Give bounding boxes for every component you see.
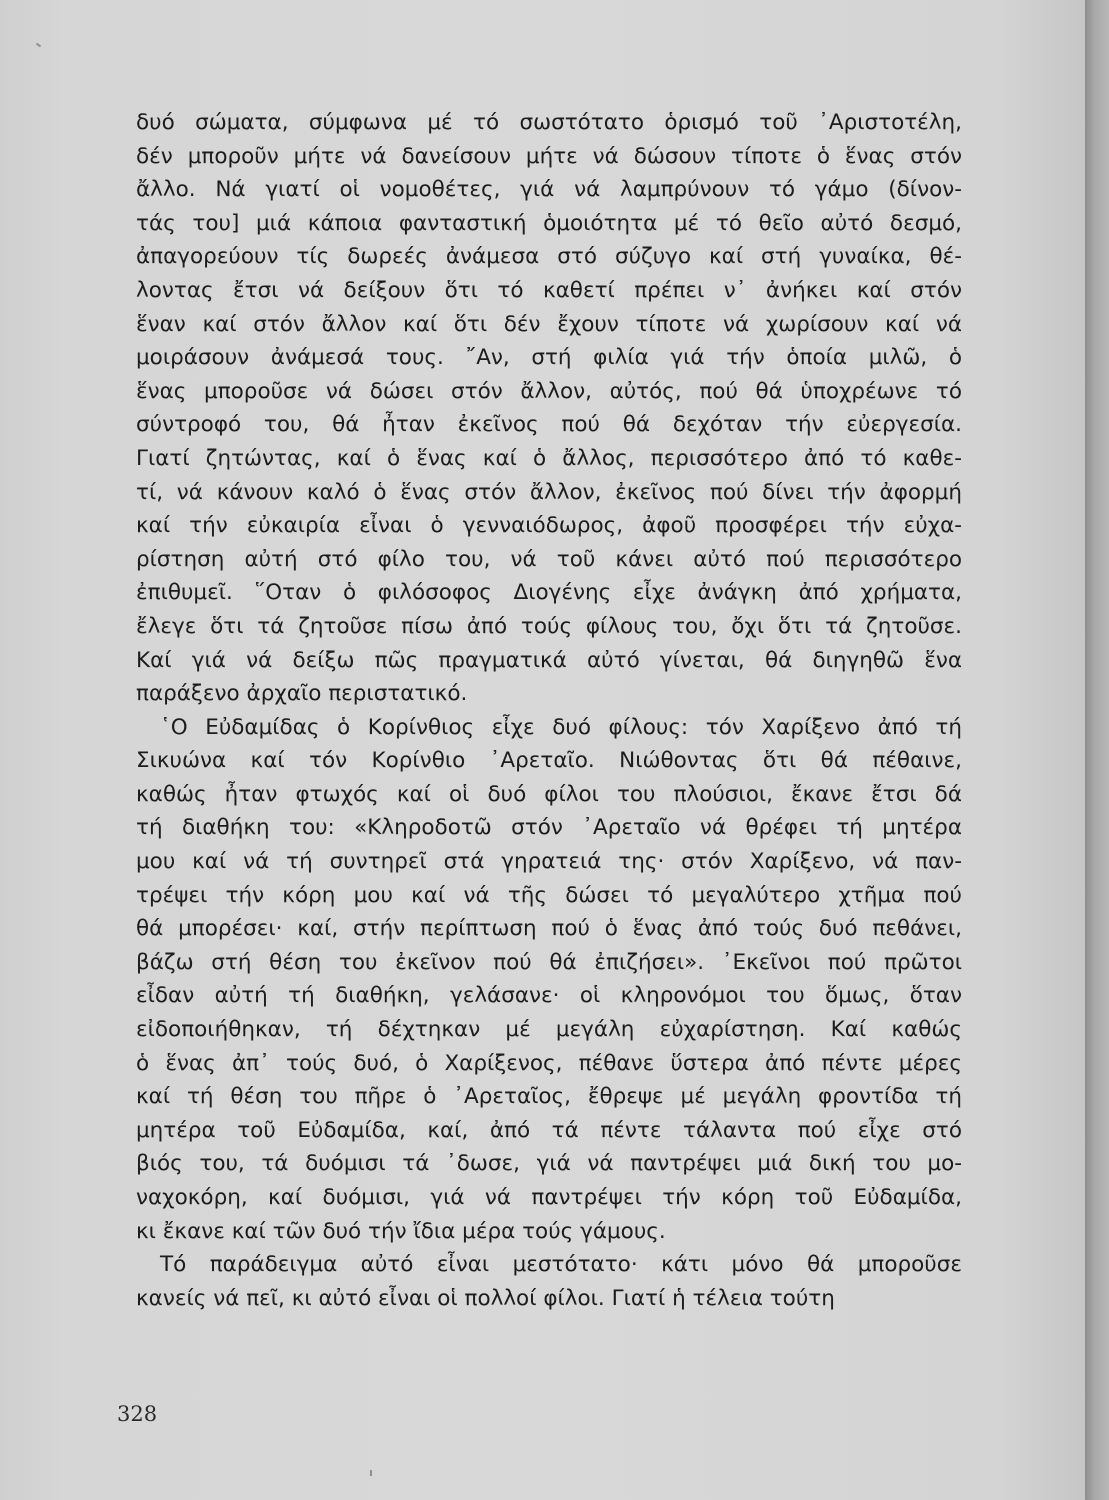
text-line: καί τή θέση του πῆρε ὁ ᾿Αρεταῖος, ἔθρεψε μέ μεγάλη φροντίδα τή (136, 1084, 962, 1110)
text-line: ρίστηση αὐτή στό φίλο του, νά τοῦ κάνει αὐτό πού περισσότερο (136, 546, 962, 572)
text-line: ἕνας μποροῦσε νά δώσει στόν ἄλλον, αὐτός, πού θά ὑποχρέωνε τό (136, 378, 962, 404)
paragraph (136, 711, 962, 1249)
text-line: Σικυώνα καί τόν Κορίνθιο ᾿Αρεταῖο. Νιώθοντας ὅτι θά πέθαινε, (136, 748, 962, 774)
text-line: παράξενο ἀρχαῖο περιστατικό. (136, 681, 468, 707)
text-line: ἀπαγορεύουν τίς δωρεές ἀνάμεσα στό σύζυγο καί στή γυναίκα, θέ- (136, 244, 962, 270)
text-line: εἶδαν αὐτή τή διαθήκη, γελάσανε· οἱ κληρονόμοι του ὅμως, ὅταν (136, 983, 962, 1009)
text-line: τρέψει τήν κόρη μου καί νά τῆς δώσει τό μεγαλύτερο χτῆμα πού (136, 882, 962, 908)
text-line: θά μπορέσει· καί, στήν περίπτωση πού ὁ ἕνας ἀπό τούς δυό πεθάνει, (136, 916, 962, 942)
text-line: τή διαθήκη του: «Κληροδοτῶ στόν ᾿Αρεταῖο νά θρέφει τή μητέρα (136, 815, 962, 841)
text-line: Καί γιά νά δείξω πῶς πραγματικά αὐτό γίνεται, θά διηγηθῶ ἕνα (136, 647, 962, 673)
text-line: τάς του] μιά κάποια φανταστική ὁμοιότητα μέ τό θεῖο αὐτό δεσμό, (136, 210, 962, 236)
text-line: ναχοκόρη, καί δυόμισι, γιά νά παντρέψει τήν κόρη τοῦ Εὐδαμίδα, (136, 1185, 962, 1210)
text-line: καθώς ἦταν φτωχός καί οἱ δυό φίλοι του πλούσιοι, ἔκανε ἔτσι δά (136, 781, 962, 807)
body-text (136, 106, 962, 1315)
text-line: ῾Ο Εὐδαμίδας ὁ Κορίνθιος εἶχε δυό φίλους: τόν Χαρίξενο ἀπό τή (160, 714, 962, 740)
text-line: εἰδοποιήθηκαν, τή δέχτηκαν μέ μεγάλη εὐχαρίστηση. Καί καθώς (136, 1017, 962, 1043)
text-line: ὁ ἕνας ἀπ᾿ τούς δυό, ὁ Χαρίξενος, πέθανε ὕστερα ἀπό πέντε μέρες (136, 1050, 962, 1076)
scan-speck (36, 43, 41, 48)
text-line: Τό παράδειγμα αὐτό εἶναι μεστότατο· κάτι μόνο θά μποροῦσε (160, 1252, 962, 1278)
text-line: μοιράσουν ἀνάμεσά τους. ῎Αν, στή φιλία γιά τήν ὁποία μιλῶ, ὁ (136, 345, 962, 371)
text-line: μου καί νά τή συντηρεῖ στά γηρατειά της· στόν Χαρίξενο, νά παν- (136, 849, 962, 875)
text-line: ἐπιθυμεῖ. ῞Οταν ὁ φιλόσοφος Διογένης εἶχε ἀνάγκη ἀπό χρήματα, (136, 580, 962, 606)
text-line: κι ἔκανε καί τῶν δυό τήν ἴδια μέρα τούς γάμους. (136, 1218, 666, 1244)
text-line: λοντας ἔτσι νά δείξουν ὅτι τό καθετί πρέπει ν᾿ ἀνήκει καί στόν (136, 277, 962, 303)
text-line: κανείς νά πεῖ, κι αὐτό εἶναι οἱ πολλοί φίλοι. Γιατί ἡ τέλεια τούτη (136, 1285, 835, 1311)
text-line: σύντροφό του, θά ἦταν ἐκεῖνος πού θά δεχόταν τήν εὐεργεσία. (136, 412, 962, 438)
text-line: μητέρα τοῦ Εὐδαμίδα, καί, ἀπό τά πέντε τάλαντα πού εἶχε στό (136, 1117, 962, 1143)
text-line: δέν μποροῦν μήτε νά δανείσουν μήτε νά δώσουν τίποτε ὁ ἕνας στόν (136, 143, 962, 169)
text-line: ἄλλο. Νά γιατί οἱ νομοθέτες, γιά νά λαμπρύνουν τό γάμο (δίνον- (136, 177, 962, 203)
text-line: τί, νά κάνουν καλό ὁ ἕνας στόν ἄλλον, ἐκεῖνος πού δίνει τήν ἀφορμή (136, 479, 962, 505)
text-line: ἔλεγε ὅτι τά ζητοῦσε πίσω ἀπό τούς φίλους του, ὄχι ὅτι τά ζητοῦσε. (136, 613, 962, 639)
scan-speck (370, 1470, 372, 1476)
text-line: ἕναν καί στόν ἄλλον καί ὅτι δέν ἔχουν τίποτε νά χωρίσουν καί νά (136, 311, 962, 337)
page-number: 328 (117, 1402, 158, 1426)
paragraph (136, 1248, 962, 1315)
paragraph (136, 106, 962, 711)
text-line: Γιατί ζητώντας, καί ὁ ἕνας καί ὁ ἄλλος, περισσότερο ἀπό τό καθε- (136, 445, 962, 471)
text-line: βάζω στή θέση του ἐκεῖνον πού θά ἐπιζήσει». ᾿Εκεῖνοι πού πρῶτοι (136, 949, 962, 975)
book-spine-shadow (1085, 0, 1109, 1500)
text-line: δυό σώματα, σύμφωνα μέ τό σωστότατο ὁρισμό τοῦ ᾿Αριστοτέλη, (136, 110, 962, 135)
text-line: καί τήν εὐκαιρία εἶναι ὁ γενναιόδωρος, ἀφοῦ προσφέρει τήν εὐχα- (136, 513, 962, 539)
text-line: βιός του, τά δυόμισι τά ᾿δωσε, γιά νά παντρέψει μιά δική του μο- (136, 1151, 962, 1177)
